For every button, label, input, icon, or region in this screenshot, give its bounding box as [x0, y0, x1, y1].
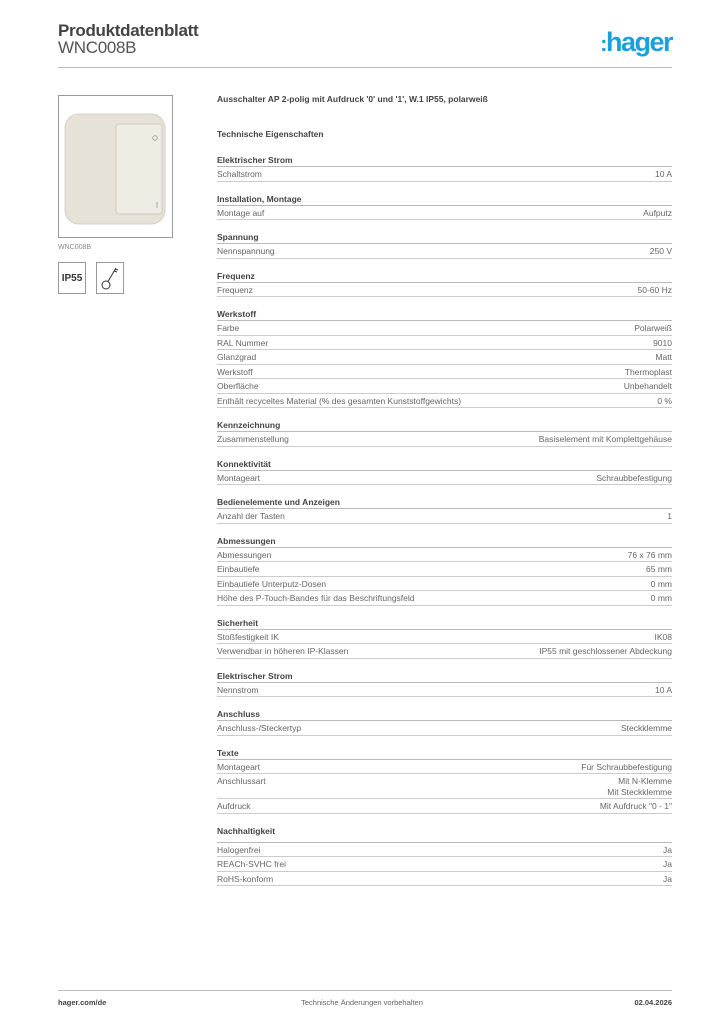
spec-value: Ja: [663, 873, 672, 884]
spec-label: Verwendbar in höheren IP-Klassen: [217, 646, 349, 656]
spec-row: [217, 548, 672, 563]
footer-website-link[interactable]: hager.com/de: [58, 998, 107, 1007]
section-heading: Sicherheit: [217, 617, 672, 630]
spec-label: Anzahl der Tasten: [217, 511, 285, 521]
spec-label: Aufdruck: [217, 801, 251, 811]
spec-value: Unbehandelt: [623, 381, 672, 391]
spec-label: Werkstoff: [217, 366, 253, 377]
section-heading: Elektrischer Strom: [217, 154, 672, 167]
spec-label: Oberfläche: [217, 381, 259, 391]
spec-row: [217, 644, 672, 659]
spec-label: Abmessungen: [217, 549, 272, 560]
spec-section: [217, 231, 672, 259]
spec-value: 10 A: [654, 684, 672, 695]
spec-section: [217, 535, 672, 606]
spec-label: RAL Nummer: [217, 337, 269, 348]
spec-value: Thermoplast: [624, 366, 672, 377]
spec-value: Polarweiß: [634, 323, 672, 333]
section-heading: Abmessungen: [217, 535, 672, 548]
product-description: Ausschalter AP 2-polig mit Aufdruck '0' und '1', W.1 IP55, polarweiß: [217, 94, 488, 104]
spec-label: Stoßfestigkeit IK: [217, 631, 279, 642]
spec-label: Einbautiefe Unterputz-Dosen: [217, 578, 327, 589]
spec-row: [217, 721, 672, 736]
spec-row: [217, 336, 672, 351]
hager-logo: :hager: [600, 27, 672, 57]
spec-section: [217, 617, 672, 659]
spec-label: Frequenz: [217, 284, 253, 295]
spec-label: Halogenfrei: [217, 844, 261, 855]
spec-section: [217, 419, 672, 447]
footer-notice: Technische Änderungen vorbehalten: [301, 998, 423, 1007]
spec-row: [217, 591, 672, 606]
spec-label: RoHS-konform: [217, 873, 274, 884]
spec-value: 0 %: [657, 395, 672, 406]
spec-value: Basiselement mit Komplettgehäuse: [538, 434, 672, 444]
section-heading: Werkstoff: [217, 308, 672, 321]
spec-value: IP55 mit geschlossener Abdeckung: [539, 646, 672, 656]
spec-label: Farbe: [217, 323, 240, 333]
section-heading: Bedienelemente und Anzeigen: [217, 496, 672, 509]
spec-label: Montageart: [217, 761, 260, 772]
spec-row: [217, 321, 672, 336]
spec-value: 250 V: [649, 246, 672, 256]
product-image: [58, 95, 173, 238]
spec-value: Für Schraubbefestigung: [581, 761, 672, 772]
spec-row: [217, 872, 672, 887]
footer-date: 02.04.2026: [634, 998, 672, 1007]
tech-heading: Technische Eigenschaften: [217, 129, 324, 139]
section-heading: Kennzeichnung: [217, 419, 672, 432]
spec-section: [217, 193, 672, 221]
spec-row: [217, 283, 672, 298]
spec-section: [217, 270, 672, 298]
spec-row: [217, 167, 672, 182]
spec-row: [217, 760, 672, 775]
spec-value: Ja: [663, 844, 672, 855]
spec-row: [217, 509, 672, 524]
spec-row: [217, 365, 672, 380]
spec-section: [217, 496, 672, 524]
spec-row: [217, 350, 672, 365]
header-divider: [58, 67, 672, 68]
spec-row: [217, 379, 672, 394]
spec-value: 0 mm: [650, 593, 672, 603]
section-heading: Konnektivität: [217, 458, 672, 471]
spec-section: [217, 154, 672, 182]
section-heading: Anschluss: [217, 708, 672, 721]
spec-row: [217, 394, 672, 409]
spec-label: Nennstrom: [217, 684, 259, 695]
spec-row: [217, 799, 672, 814]
section-heading: Frequenz: [217, 270, 672, 283]
spec-label: Höhe des P-Touch-Bandes für das Beschriftungsfeld: [217, 593, 415, 603]
key-icon: [96, 262, 124, 294]
spec-value: 50-60 Hz: [637, 284, 672, 295]
section-heading: Nachhaltigkeit: [217, 825, 672, 843]
spec-label: Anschlussart: [217, 776, 266, 786]
spec-row: [217, 774, 672, 799]
spec-label: Einbautiefe: [217, 564, 260, 574]
spec-value: Matt: [655, 352, 672, 362]
spec-section: [217, 825, 672, 887]
spec-row: [217, 683, 672, 698]
footer-divider: [58, 990, 672, 991]
product-code: WNC008B: [58, 38, 137, 57]
spec-label: Schaltstrom: [217, 169, 262, 179]
spec-section: [217, 747, 672, 814]
spec-row: [217, 244, 672, 259]
section-heading: Installation, Montage: [217, 193, 672, 206]
spec-section: [217, 708, 672, 736]
image-caption: WNC008B: [58, 244, 92, 251]
spec-label: Nennspannung: [217, 246, 275, 256]
spec-label: Anschluss-/Steckertyp: [217, 723, 302, 733]
section-heading: Elektrischer Strom: [217, 670, 672, 683]
spec-section: [217, 458, 672, 486]
spec-label: Zusammenstellung: [217, 434, 289, 444]
spec-row: [217, 857, 672, 872]
spec-section: [217, 670, 672, 698]
spec-label: Montageart: [217, 472, 260, 483]
spec-label: Montage auf: [217, 207, 265, 218]
spec-label: Enthält recyceltes Material (% des gesamten Kunststoffgewichts): [217, 395, 462, 406]
spec-value: Aufputz: [643, 207, 672, 218]
spec-row: [217, 843, 672, 858]
spec-row: [217, 206, 672, 221]
spec-sections: [217, 154, 672, 886]
spec-row: [217, 432, 672, 447]
spec-row: [217, 471, 672, 486]
spec-label: REACh-SVHC frei: [217, 859, 286, 869]
spec-value: 9010: [653, 337, 672, 348]
spec-row: [217, 562, 672, 577]
ip55-badge: IP55: [58, 262, 86, 294]
spec-value: 65 mm: [646, 564, 672, 574]
spec-value: IK08: [654, 631, 672, 642]
spec-value: 10 A: [654, 169, 672, 179]
spec-value: Mit N-Klemme Mit Steckklemme: [607, 776, 672, 797]
section-heading: Spannung: [217, 231, 672, 244]
spec-value: Mit Aufdruck "0 - 1": [599, 801, 672, 811]
spec-row: [217, 630, 672, 645]
spec-section: [217, 308, 672, 408]
spec-value: Steckklemme: [620, 723, 672, 733]
spec-value: 1: [667, 511, 672, 521]
spec-label: Glanzgrad: [217, 352, 257, 362]
spec-value: Schraubbefestigung: [596, 472, 672, 483]
spec-content: [217, 94, 672, 886]
page-title: Produktdatenblatt: [58, 21, 199, 40]
spec-value: 0 mm: [650, 578, 672, 589]
section-heading: Texte: [217, 747, 672, 760]
spec-row: [217, 577, 672, 592]
spec-value: Ja: [663, 859, 672, 869]
spec-value: 76 x 76 mm: [627, 549, 672, 560]
